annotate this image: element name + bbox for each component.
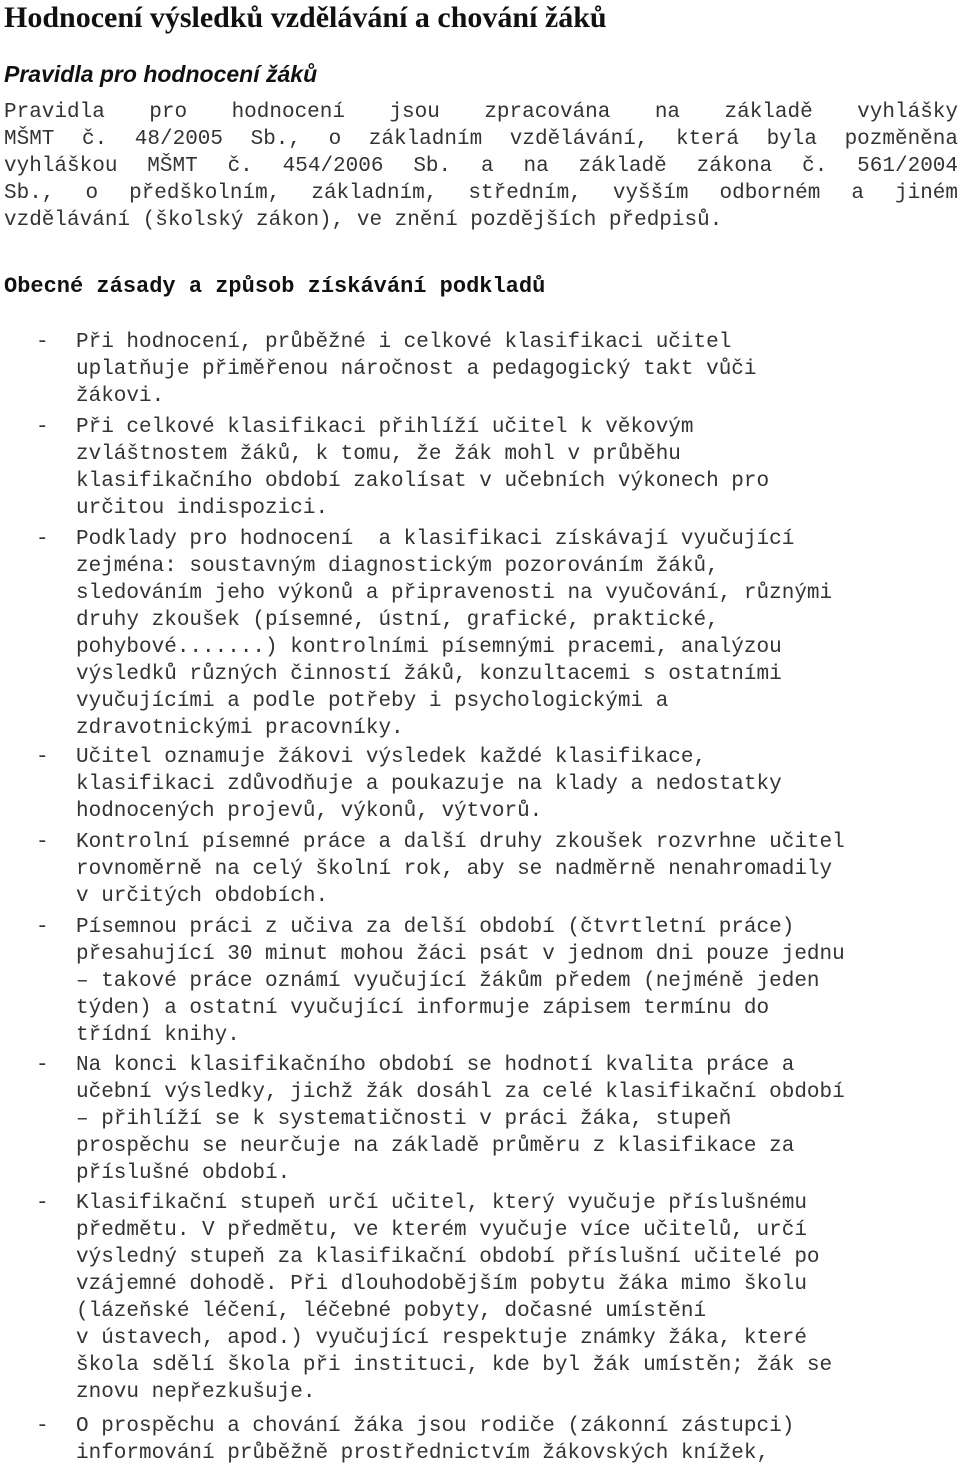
rules-subtitle: Pravidla pro hodnocení žáků [4,61,318,87]
rule-line: Písemnou práci z učiva za delší období (čtvrtletní práce) [76,916,795,939]
rule-line: žákovi. [76,385,165,408]
rule-line: znovu nepřezkušuje. [76,1381,316,1404]
rule-text [76,1052,936,1187]
rule-line: předmětu. V předmětu, ve kterém vyučuje více učitelů, určí [76,1219,807,1242]
rule-line: klasifikaci zdůvodňuje a poukazuje na klady a nedostatky [76,773,782,796]
rule-line: (lázeňské léčení, léčebné pobyty, dočasné umístění [76,1300,707,1323]
rule-line: příslušné období. [76,1162,291,1185]
rule-line: pohybové.......) kontrolními písemnými pracemi, analýzou [76,636,782,659]
rule-line: zdravotnickými pracovníky. [76,717,404,740]
bullet-dash: - [36,746,49,769]
bullet-dash: - [36,1192,49,1215]
rule-line: Podklady pro hodnocení a klasifikaci získávají vyučující [76,528,795,551]
rule-line: zejména: soustavným diagnostickým pozorováním žáků, [76,555,719,578]
rule-line: sledováním jeho výkonů a připravenosti na vyučování, různými [76,582,833,605]
rule-line: O prospěchu a chování žáka jsou rodiče (zákonní zástupci) [76,1415,795,1438]
bullet-dash: - [36,528,49,551]
rule-line: v určitých obdobích. [76,885,329,908]
bullet-dash: - [36,416,49,439]
rule-line: v ústavech, apod.) vyučující respektuje známky žáka, které [76,1327,807,1350]
rule-line: přesahující 30 minut mohou žáci psát v jednom dni pouze jednu [76,943,845,966]
rule-text [76,414,936,522]
intro-line: Sb., o předškolním, základním, středním, vyšším odborném a jiném [4,182,958,205]
rule-line: informování průběžně prostřednictvím žákovských knížek, [76,1442,770,1465]
rule-line: učební výsledky, jichž žák dosáhl za celé klasifikační období [76,1081,845,1104]
rule-line: vyučujícími a podle potřeby i psychologickými a [76,690,669,713]
rule-text [76,329,936,410]
rule-line: hodnocených projevů, výkonů, výtvorů. [76,800,543,823]
rule-line: třídní knihy. [76,1024,240,1047]
rule-line: rovnoměrně na celý školní rok, aby se nadměrně nenahromadily [76,858,833,881]
intro-line: Pravidla pro hodnocení jsou zpracována na základě vyhlášky [4,101,958,124]
rule-line: prospěchu se neurčuje na základě průměru z klasifikace za [76,1135,795,1158]
rule-line: zvláštnostem žáků, k tomu, že žák mohl v průběhu [76,443,681,466]
rule-text [76,1190,936,1406]
rule-line: Kontrolní písemné práce a další druhy zkoušek rozvrhne učitel [76,831,845,854]
document-title: Hodnocení výsledků vzdělávání a chování žáků [4,1,607,34]
rule-line: uplatňuje přiměřenou náročnost a pedagogický takt vůči [76,358,757,381]
rule-line: Klasifikační stupeň určí učitel, který vyučuje příslušnému [76,1192,807,1215]
bullet-dash: - [36,331,49,354]
rule-line: Na konci klasifikačního období se hodnotí kvalita práce a [76,1054,795,1077]
rule-line: – přihlíží se k systematičnosti v práci žáka, stupeň [76,1108,732,1131]
bullet-dash: - [36,916,49,939]
rule-text [76,914,936,1049]
rule-line: druhy zkoušek (písemné, ústní, grafické, praktické, [76,609,719,632]
rule-line: Při celkové klasifikaci přihlíží učitel k věkovým [76,416,694,439]
rule-text [76,744,936,825]
bullet-dash: - [36,831,49,854]
rule-line: – takové práce oznámí vyučující žákům předem (nejméně jeden [76,970,820,993]
rule-line: týden) a ostatní vyučující informuje zápisem termínu do [76,997,770,1020]
rule-line: Při hodnocení, průběžné i celkové klasifikaci učitel [76,331,732,354]
rule-text [76,526,936,742]
intro-line: MŠMT č. 48/2005 Sb., o základním vzdělávání, která byla pozměněna [4,128,958,151]
rule-text [76,829,936,910]
principles-heading: Obecné zásady a způsob získávání podkladů [4,274,546,299]
rule-line: klasifikačního období zakolísat v učebních výkonech pro [76,470,770,493]
rule-line: výsledný stupeň za klasifikační období příslušní učitelé po [76,1246,820,1269]
rule-line: škola sdělí škola při instituci, kde byl žák umístěn; žák se [76,1354,833,1377]
rule-line: určitou indispozici. [76,497,329,520]
intro-line: vyhláškou MŠMT č. 454/2006 Sb. a na základě zákona č. 561/2004 [4,155,958,178]
intro-line: vzdělávání (školský zákon), ve znění pozdějších předpisů. [4,209,723,232]
rule-line: vzájemné dohodě. Při dlouhodobějším pobytu žáka mimo školu [76,1273,807,1296]
bullet-dash: - [36,1415,49,1438]
rule-line: výsledků různých činností žáků, konzultacemi s ostatními [76,663,782,686]
rule-line: Učitel oznamuje žákovi výsledek každé klasifikace, [76,746,707,769]
bullet-dash: - [36,1054,49,1077]
rule-text [76,1413,936,1467]
